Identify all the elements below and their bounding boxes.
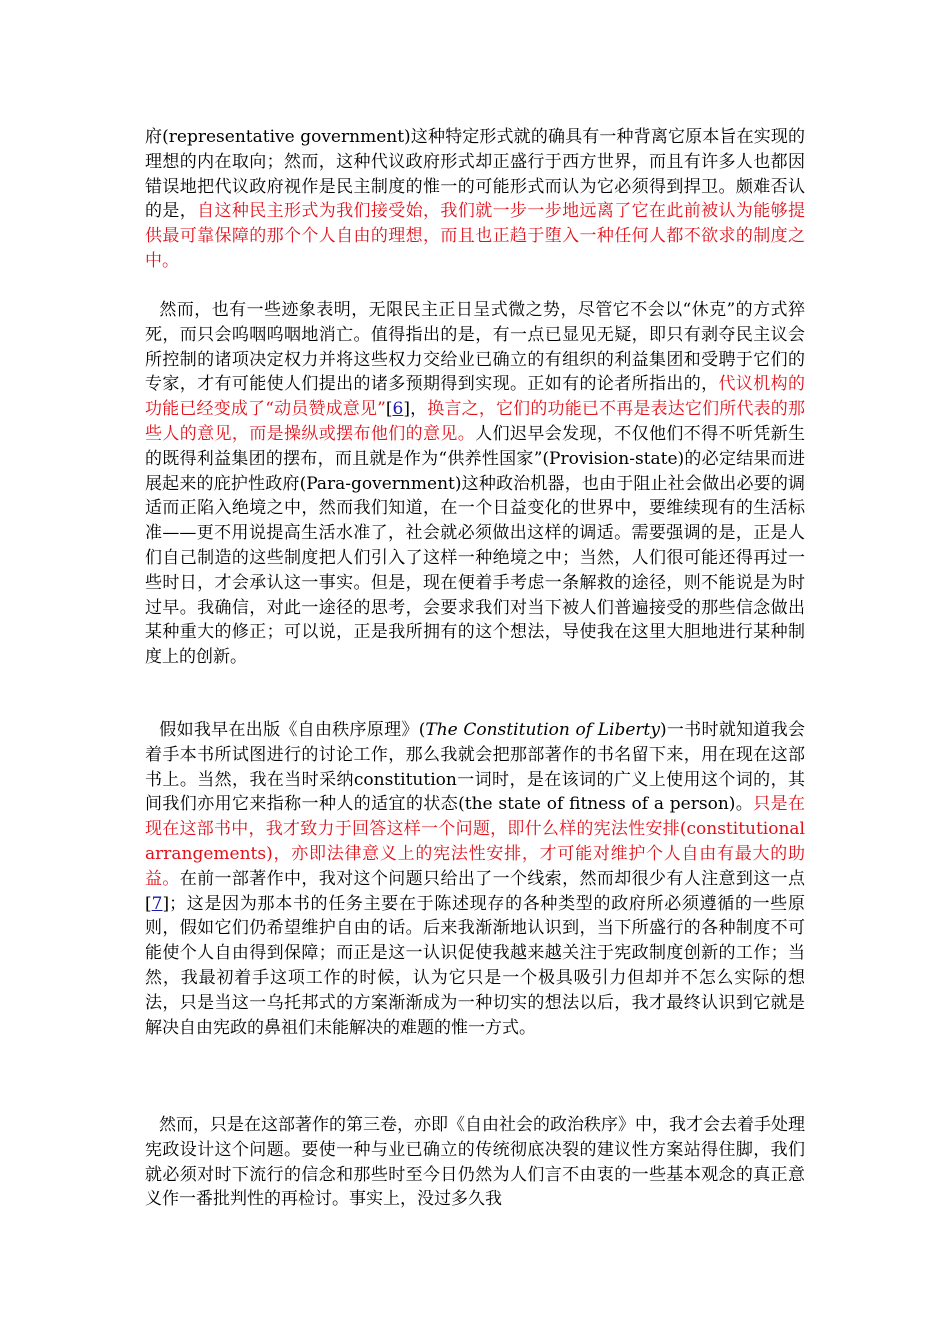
footnote-link[interactable]: 6 (392, 399, 404, 420)
body-text: ]， (403, 399, 428, 420)
body-text: 府(representative government)这种特定形式就的确具有一种背离它原本旨在实现的理想的内在取向；然而，这种代议政府形式却正盛行于西方世界，而且有许多人也都因错误地把代议政府视作是民主制度的惟一的可能形式而认为它必须得到捍卫。颇难否认的是， (145, 127, 805, 222)
body-text: 然而，只是在这部著作的第三卷，亦即《自由社会的政治秩序》中，我才会去着手处理宪政设计这个问题。要使一种与业已确立的传统彻底决裂的建议性方案站得住脚，我们就必须对时下流行的信念和那些时至今日仍然为人们言不由衷的一些基本观念的真正意义作一番批判性的再检讨。事实上，没过多久我 (145, 1115, 805, 1210)
paragraph-representative-government (145, 125, 805, 274)
body-text: )一书时就知道我会着手本书所试图进行的讨论工作，那么我就会把那部著作的书名留下来，用在现在这部书上。当然，我在当时采纳constitution一词时，是在该词的广义上使用这个词的，其间我们亦用它来指称一种人的适宜的状态(the state of fitness of a person)。 (145, 720, 805, 815)
body-text: 人们迟早会发现，不仅他们不得不听凭新生的既得利益集团的摆布，而且就是作为“供养性国家”(Provision-state)的必定结果而进展起来的庇护性政府(Para-government)这种政治机器，也由于阻止社会做出必要的调适而正陷入绝境之中，然而我们知道，在一个日益变化的世界中，要维续现有的生活标准——更不用说提高生活水准了，社会就必须做出这样的调适。需要强调的是，正是人们自己制造的这些制度把人们引入了这样一种绝境之中；当然，人们很可能还得再过一些时日，才会承认这一事实。但是，现在便着手考虑一条解救的途径，则不能说是为时过早。我确信，对此一途径的思考，会要求我们对当下被人们普遍接受的那些信念做出某种重大的修正；可以说，正是我所拥有的这个想法，导使我在这里大胆地进行某种制度上的创新。 (145, 423, 806, 668)
body-text: [ (385, 399, 393, 420)
body-text: 然而，也有一些迹象表明，无限民主正日呈式微之势，尽管它不会以“休克”的方式猝死，而只会呜咽呜咽地消亡。值得指出的是，有一点已显见无疑，即只有剥夺民主议会所控制的诸项决定权力并将这些权力交给业已确立的有组织的利益集团和受聘于它们的专家，才有可能使人们提出的诸多预期得到实现。正如有的论者所指出的， (145, 300, 805, 395)
highlighted-text: 代议机构的功能已经变成了“动员赞成意见” (145, 374, 806, 420)
paragraph-constitution-of-liberty (145, 718, 805, 1040)
footnote-link[interactable]: 7 (151, 893, 163, 914)
highlighted-text: 自这种民主形式为我们接受始，我们就一步一步地远离了它在此前被认为能够提供最可靠保障的那个个人自由的理想，而且也正趋于堕入一种任何人都不欲求的制度之中。 (145, 201, 806, 271)
body-text: ]；这是因为那本书的任务主要在于陈述现存的各种类型的政府所必须遵循的一些原则，假如它们仍希望维护自由的话。后来我渐渐地认识到，当下所盛行的各种制度不可能使个人自由得到保障；而正是这一认识促使我越来越关注于宪政制度创新的工作；当然，我最初着手这项工作的时候，认为它只是一个极具吸引力但却并不怎么实际的想法，只是当这一乌托邦式的方案渐渐成为一种切实的想法以后，我才最终认识到它就是解决自由宪政的鼻祖们未能解决的难题的惟一方式。 (145, 893, 805, 1038)
paragraph-third-volume (145, 1113, 805, 1212)
body-text: 假如我早在出版《自由秩序原理》( (159, 720, 426, 740)
highlighted-text: 只是在现在这部书中，我才致力于回答这样一个问题，即什么样的宪法性安排(constitutional arrangements)，亦即法律意义上的宪法性安排，才可能对维护个人自由有最大的助益。 (145, 794, 806, 889)
paragraph-unlimited-democracy (145, 298, 805, 670)
book-title-italic: The Constitution of Liberty (425, 720, 660, 740)
highlighted-text: 换言之，它们的功能已不再是表达它们所代表的那些人的意见，而是操纵或摆布他们的意见。 (145, 399, 805, 444)
body-text: 在前一部著作中，我对这个问题只给出了一个线索，然而却很少有人注意到这一点[ (145, 868, 806, 914)
